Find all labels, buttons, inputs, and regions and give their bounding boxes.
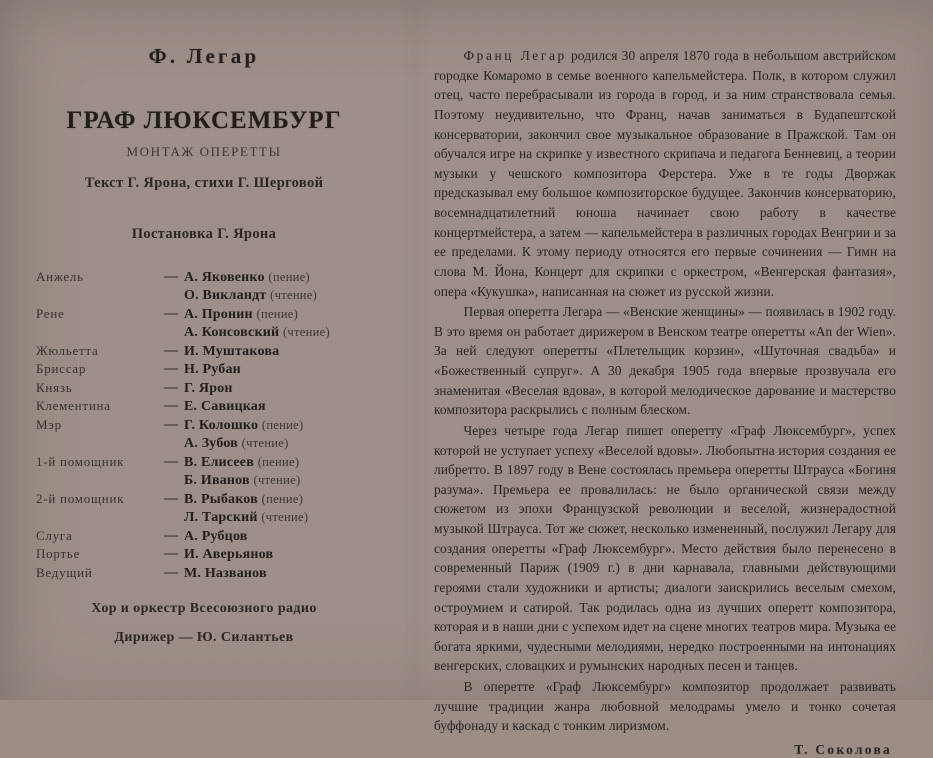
cast-row: [36, 491, 388, 528]
cast-list: [36, 269, 388, 583]
essay-paragraph: Первая оперетта Легара — «Венские женщины» — появилась в 1902 году. В это время он работает дирижером в Венском театре оперетты «An der Wien». За ней следуют оперетты «Плетельщик корзин», «Шуточная свадьба» и «Божественный супруг». А 30 декабря 1905 года впервые прозвучала его знаменитая «Веселая вдова», в которой мелодическое дарование и мастерство композитора раскрылись с полным блеском.: [434, 304, 896, 418]
performer-name: И. Аверьянов: [184, 547, 274, 563]
cast-dash: —: [164, 398, 178, 414]
cast-row: [36, 343, 388, 361]
cast-performer-group: [184, 361, 388, 379]
performer-name: Б. Иванов: [184, 473, 250, 489]
cast-role-name: Жюльетта: [36, 342, 99, 358]
performer-role-note: (пение): [257, 454, 300, 469]
cast-performer: [184, 417, 388, 435]
performer-name: О. Викландт: [184, 288, 267, 304]
cast-row: [36, 454, 388, 491]
cast-performer-group: [184, 565, 388, 583]
cast-performer: [184, 269, 388, 287]
performer-name: Г. Колошко: [184, 417, 259, 433]
cast-dash: —: [164, 361, 178, 377]
cast-performer: [184, 435, 388, 453]
cast-row: [36, 398, 388, 416]
performer-role-note: (пение): [261, 417, 304, 432]
cast-performer-group: [184, 398, 388, 416]
cast-row: [36, 417, 388, 454]
cast-dash: —: [164, 546, 178, 562]
cast-row: [36, 306, 388, 343]
performer-name: А. Пронин: [184, 306, 253, 322]
cast-role-name: Мэр: [36, 416, 62, 432]
cast-performer-group: [184, 454, 388, 491]
cast-role-name: Бриссар: [36, 361, 87, 377]
text-and-lyrics-credit: Текст Г. Ярона, стихи Г. Шерговой: [84, 175, 324, 191]
performer-name: В. Елисеев: [184, 454, 254, 470]
cast-dash: —: [164, 416, 178, 432]
essay-paragraph: Через четыре года Легар пишет оперетту «Граф Люксембург», успех которой не уступает успеху «Веселой вдовы». Любопытна история создания ее либретто. В 1897 году в Вене состоялась премьера оперетты Штрауса «Богиня разума». Премьера ее провалилась: не было органической связи между сюжетом из эпохи Французской революции и веселой, жизнерадостной музыкой Штрауса. Тот же сюжет, несколько измененный, послужил Легару для создания оперетты «Граф Люксембург». Место действия было перенесено в современный Париж (1909 г.) в дни карнавала, главными действующими героями стали художники и артисты; диалоги заискрились веселым смехом, остроумием и сатирой. Так родилась одна из лучших оперетт композитора, которая и в наши дни с успехом идет на сцене многих театров мира. Музыка ее богата яркими, чудесными мелодиями, нередко построенными на интонациях венгерских, словацких и румынских народных песен и танцев.: [434, 422, 896, 674]
essay-paragraph: В оперетте «Граф Люксембург» композитор продолжает развивать лучшие традиции жанра любовной мелодрамы умело и тонко сочетая буффонаду и каскад с тонким лиризмом.: [434, 679, 896, 734]
cast-dash: —: [164, 305, 178, 321]
essay-column: [432, 0, 902, 757]
cast-dash: —: [164, 379, 178, 395]
cast-role-name: Ведущий: [36, 564, 93, 580]
performer-name: Л. Тарский: [184, 510, 258, 526]
performer-name: А. Зубов: [184, 436, 238, 452]
cast-performer: [184, 287, 388, 305]
cast-performer: [184, 343, 388, 361]
performer-name: И. Муштакова: [184, 343, 280, 359]
performer-role-note: (чтение): [253, 473, 301, 488]
cast-row: [36, 269, 388, 306]
cast-performer: [184, 398, 388, 416]
cast-performer-group: [184, 491, 388, 528]
cast-performer: [184, 306, 388, 324]
performer-name: А. Рубцов: [184, 528, 248, 544]
cast-row: [36, 546, 388, 564]
cast-role-name: Портье: [36, 546, 81, 562]
cast-row: [36, 361, 388, 379]
performer-name: В. Рыбаков: [184, 491, 258, 507]
cast-performer-group: [184, 528, 388, 546]
essay-body: [434, 46, 896, 736]
performer-name: М. Названов: [184, 565, 267, 581]
cast-dash: —: [164, 453, 178, 469]
performer-role-note: (пение): [256, 306, 299, 321]
work-subtitle: МОНТАЖ ОПЕРЕТТЫ: [126, 144, 282, 159]
performer-name: Н. Рубан: [184, 362, 241, 378]
cast-performer: [184, 361, 388, 379]
cast-row: [36, 528, 388, 546]
cast-performer: [184, 324, 388, 342]
staging-credit: Постановка Г. Ярона: [131, 226, 277, 242]
work-title: ГРАФ ЛЮКСЕМБУРГ: [66, 107, 342, 134]
cast-dash: —: [164, 269, 178, 284]
ensemble-credit: Хор и оркестр Всесоюзного радио: [91, 600, 317, 616]
cast-column: [0, 0, 404, 700]
performer-role-note: (чтение): [282, 325, 330, 340]
performer-role-note: (пение): [261, 491, 304, 506]
cast-performer: [184, 380, 388, 398]
cast-performer-group: [184, 269, 388, 306]
performer-name: Е. Савицкая: [184, 399, 266, 415]
cast-performer: [184, 491, 388, 509]
performer-role-note: (чтение): [261, 510, 309, 525]
cast-dash: —: [164, 490, 178, 506]
cast-role-name: Рене: [36, 305, 65, 321]
cast-performer: [184, 472, 388, 490]
performer-role-note: (пение): [268, 270, 310, 284]
essay-paragraph: Франц Легар родился 30 апреля 1870 года в небольшом австрийском городке Комаромо в семье военного капельмейстера. Полк, в котором служил отец, часто перебрасывали из города в город, и за ним странствовала семья. Поэтому неудивительно, что Франц, начав заниматься в Будапештской консерватории, закончил свое музыкальное образование в Пражской. Там он обучался игре на скрипке у известного скрипача и педагога Бенневиц, а теории музыки у чешского композитора Ферстера. Уже в те годы Дворжак предсказывал ему большое композиторское будущее. Закончив консерваторию, восемнадцатилетний юноша начинает свою работу в качестве концертмейстера, а затем — капельмейстера в различных городах Венгрии и за ее пределами. К этому периоду относятся его первые сочинения — Гимн на слова М. Йона, Концерт для скрипки с оркестром, «Венгерская фантазия», опера «Кукушка», написанная на сюжет из русской жизни.: [434, 48, 897, 299]
cast-role-name: Анжель: [36, 269, 84, 284]
cast-role-name: Клементина: [36, 398, 111, 414]
cast-performer: [184, 509, 388, 527]
cast-performer: [184, 454, 388, 472]
performer-role-note: (чтение): [241, 436, 289, 451]
cast-dash: —: [164, 342, 178, 358]
cast-dash: —: [164, 527, 178, 543]
performer-name: А. Консовский: [184, 325, 280, 341]
cast-performer-group: [184, 546, 388, 564]
essay-lead-in-name: Франц Легар: [463, 48, 567, 63]
cast-performer: [184, 546, 388, 564]
performer-name: А. Яковенко: [184, 270, 265, 285]
performer-name: Г. Ярон: [184, 380, 233, 396]
performer-role-note: (чтение): [270, 288, 318, 303]
cast-performer-group: [184, 417, 388, 454]
cast-performer: [184, 528, 388, 546]
cast-dash: —: [164, 564, 178, 580]
cast-row: [36, 565, 388, 583]
cast-role-name: Слуга: [36, 527, 73, 543]
cast-role-name: Князь: [36, 379, 73, 395]
cast-performer-group: [184, 380, 388, 398]
conductor-credit: Дирижер — Ю. Силантьев: [114, 629, 294, 645]
cast-performer: [184, 565, 388, 583]
cast-performer-group: [184, 343, 388, 361]
composer-name: Ф. Легар: [148, 44, 260, 68]
cast-role-name: 2-й помощник: [36, 490, 125, 506]
cast-performer-group: [184, 306, 388, 343]
cast-row: [36, 380, 388, 398]
essay-signature: Т. Соколова: [794, 741, 892, 757]
cast-role-name: 1-й помощник: [36, 453, 125, 469]
